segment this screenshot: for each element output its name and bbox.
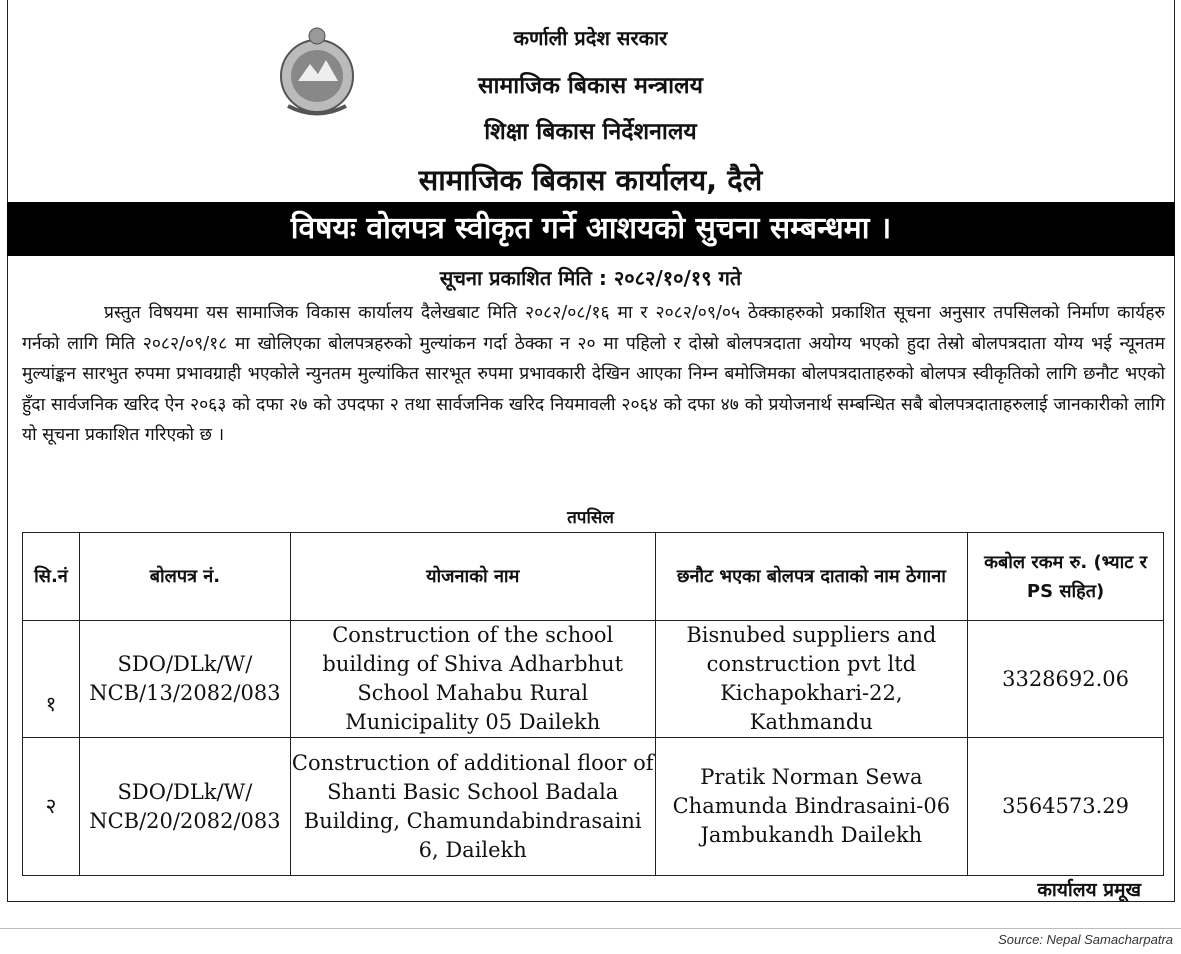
table-header-row (23, 533, 1164, 621)
cell-amount: 3328692.06 (968, 621, 1164, 738)
province-government: कर्णाली प्रदेश सरकार (513, 26, 668, 50)
cell-bid-no: SDO/DLk/W/ NCB/20/2082/083 (79, 738, 290, 876)
header-bid-no: बोलपत्र नं. (79, 533, 290, 621)
header-project: योजनाको नाम (290, 533, 655, 621)
cell-sn: २ (23, 738, 80, 876)
table-row (23, 738, 1164, 876)
bid-table (22, 532, 1164, 876)
header-amount: कबोल रकम रु. (भ्याट र PS सहित) (968, 533, 1164, 621)
signatory: कार्यालय प्रमूख (1037, 879, 1141, 901)
cell-amount: 3564573.29 (968, 738, 1164, 876)
table-title: तपसिल (567, 508, 614, 528)
cell-bid-no: SDO/DLk/W/ NCB/13/2082/083 (79, 621, 290, 738)
notice-subject: विषयः वोलपत्र स्वीकृत गर्ने आशयको सुचना सम्बन्धमा । (7, 202, 1175, 256)
header-bidder: छनौट भएका बोलपत्र दाताको नाम ठेगाना (655, 533, 968, 621)
office-name: सामाजिक बिकास कार्यालय, दैले (418, 163, 763, 197)
header-sn: सि.नं (23, 533, 80, 621)
notice-body: प्रस्तुत विषयमा यस सामाजिक विकास कार्यालय दैलेखबाट मिति २०८२/०८/१६ मा र २०८२/०९/०५ ठेक्काहरुको प्रकाशित सूचना अनुसार तपसिलको निर्माण कार्यहरु गर्नको लागि मिति २०८२/०९/१८ मा खोलिएका बोलपत्रहरुको मुल्यांकन गर्दा ठेक्का न २० मा पहिलो र दोस्रो बोलपत्रदाता अयोग्य भएको हुदा तेस्रो बोलपत्रदाता योग्य भई न्यूनतम मुल्यांङ्कन सारभुत रुपमा प्रभावग्राही भएकोले न्युनतम मुल्यांकित सारभूत रुपमा प्रभावकारी देखिन आएका निम्न बमोजिमका बोलपत्रदाताहरुको बोलपत्र स्वीकृतिको लागि छनौट भएको हुँदा सार्वजनिक खरिद ऐन २०६३ को दफा २७ को उपदफा २ तथा सार्वजनिक खरिद नियमावली २०६४ को दफा ४७ को प्रयोजनार्थ सम्बन्धित सबै बोलपत्रदाताहरुलाई जानकारीको लागि यो सूचना प्रकाशित गरिएको छ । (22, 303, 1165, 445)
cell-bidder: Pratik Norman Sewa Chamunda Bindrasaini-06 Jambukandh Dailekh (655, 738, 968, 876)
table-row (23, 621, 1164, 738)
cell-project: Construction of additional floor of Shanti Basic School Badala Building, Chamundabindrasaini 6, Dailekh (290, 738, 655, 876)
divider (0, 928, 1181, 929)
published-date: सूचना प्रकाशित मिति : २०८२/१०/१९ गते (439, 266, 742, 290)
directorate-name: शिक्षा बिकास निर्देशनालय (484, 119, 697, 145)
source-credit: Source: Nepal Samacharpatra (998, 932, 1173, 947)
cell-project: Construction of the school building of Shiva Adharbhut School Mahabu Rural Municipality 05 Dailekh (290, 621, 655, 738)
cell-bidder: Bisnubed suppliers and construction pvt ltd Kichapokhari-22, Kathmandu (655, 621, 968, 738)
ministry-name: सामाजिक बिकास मन्त्रालय (478, 73, 703, 99)
cell-sn: १ (23, 621, 80, 738)
